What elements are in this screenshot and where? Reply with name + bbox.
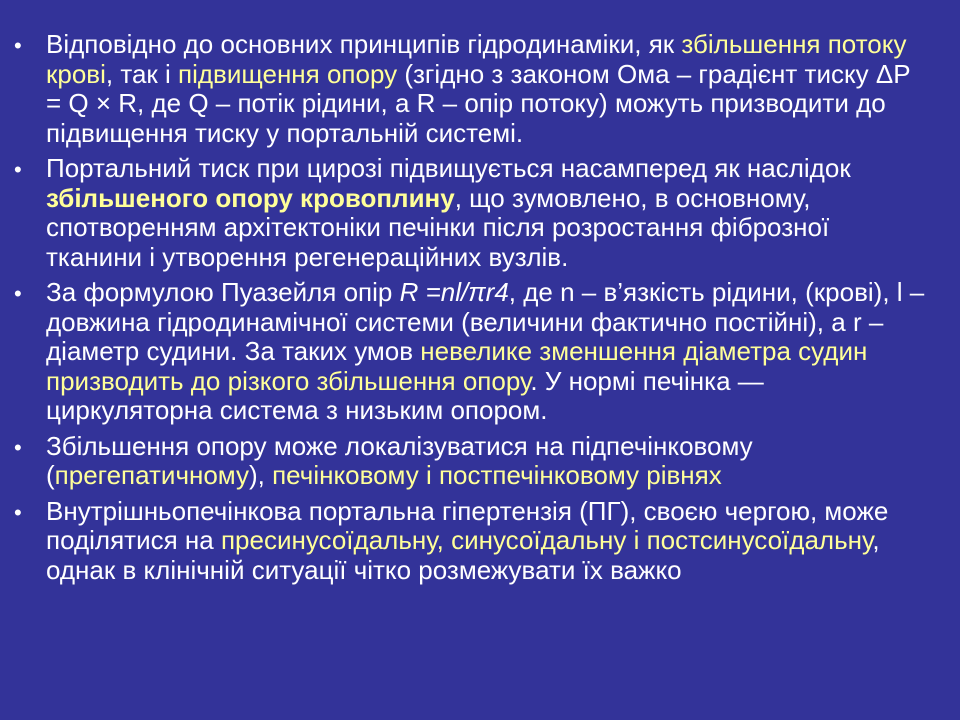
bullet-1-text-3: (згідно з законом Ома – градієнт тиску ΔP = Q × R, де Q – потік рідини, а R – опір потоку) можуть призводити до підвищення тиску у портальній системі. [46, 58, 911, 148]
bullet-dot-icon: • [14, 499, 22, 525]
bullet-dot-icon: • [14, 281, 22, 306]
bullet-3-text-2: , де n – в’язкість рідини, (крові), l – довжина гідродинамічної системи (величини фактично постійні), а r – діаметр судини. За таких умов [46, 277, 925, 366]
bullet-2-text-2: , що зумовлено, в основному, спотворенням архітектоніки печінки після розростання фіброзної тканини і утворення регенераційних вузлів. [46, 182, 830, 272]
bullet-3-highlight: невелике зменшення діаметра судин призводить до різкого збільшення опору [46, 336, 868, 396]
bullet-5-highlight: пресинусоїдальну, синусоїдальну і постсинусоїдальну [220, 525, 873, 555]
bullet-1-highlight-2: підвищення опору [178, 58, 398, 89]
bullet-item-4 [14, 432, 930, 491]
bullet-2-highlight-bold: збільшеного опору кровоплину [46, 182, 455, 213]
bullet-3-formula: R =nl/πr4 [399, 277, 509, 307]
bullet-5-text-2: , однак в клінічній ситуації чітко розмежувати їх важко [46, 525, 880, 585]
bullet-4-highlight-2: печінковому і постпечінковому рівнях [272, 460, 722, 490]
bullet-4-text-1: Збільшення опору може локалізуватися на підпечінковому ( [46, 430, 753, 490]
bullet-list [14, 30, 930, 585]
bullet-1-text-2: , так і [105, 58, 179, 89]
bullet-4-text-2: ), [248, 460, 273, 490]
bullet-dot-icon: • [14, 434, 22, 460]
bullet-3-text-3: . У нормі печінка — циркуляторна система з низьким опором. [46, 365, 764, 425]
bullet-3-text-1: За формулою Пуазейля опір [46, 277, 400, 307]
bullet-item-2 [14, 154, 930, 272]
bullet-1-highlight-1: збільшення потоку крові [46, 29, 907, 89]
bullet-4-highlight-1: прегепатичному [54, 460, 249, 490]
bullet-item-5 [14, 497, 930, 586]
bullet-5-text-1: Внутрішньопечінкова портальна гіпертензія (ПГ), своєю чергою, може поділятися на [46, 495, 889, 555]
bullet-2-text-1: Портальний тиск при цирозі підвищується насамперед як наслідок [46, 153, 851, 183]
bullet-1-text-1: Відповідно до основних принципів гідродинаміки, як [46, 29, 682, 59]
bullet-item-1 [14, 30, 930, 148]
bullet-dot-icon: • [14, 157, 22, 182]
bullet-dot-icon: • [14, 33, 22, 58]
bullet-item-3 [14, 278, 930, 426]
